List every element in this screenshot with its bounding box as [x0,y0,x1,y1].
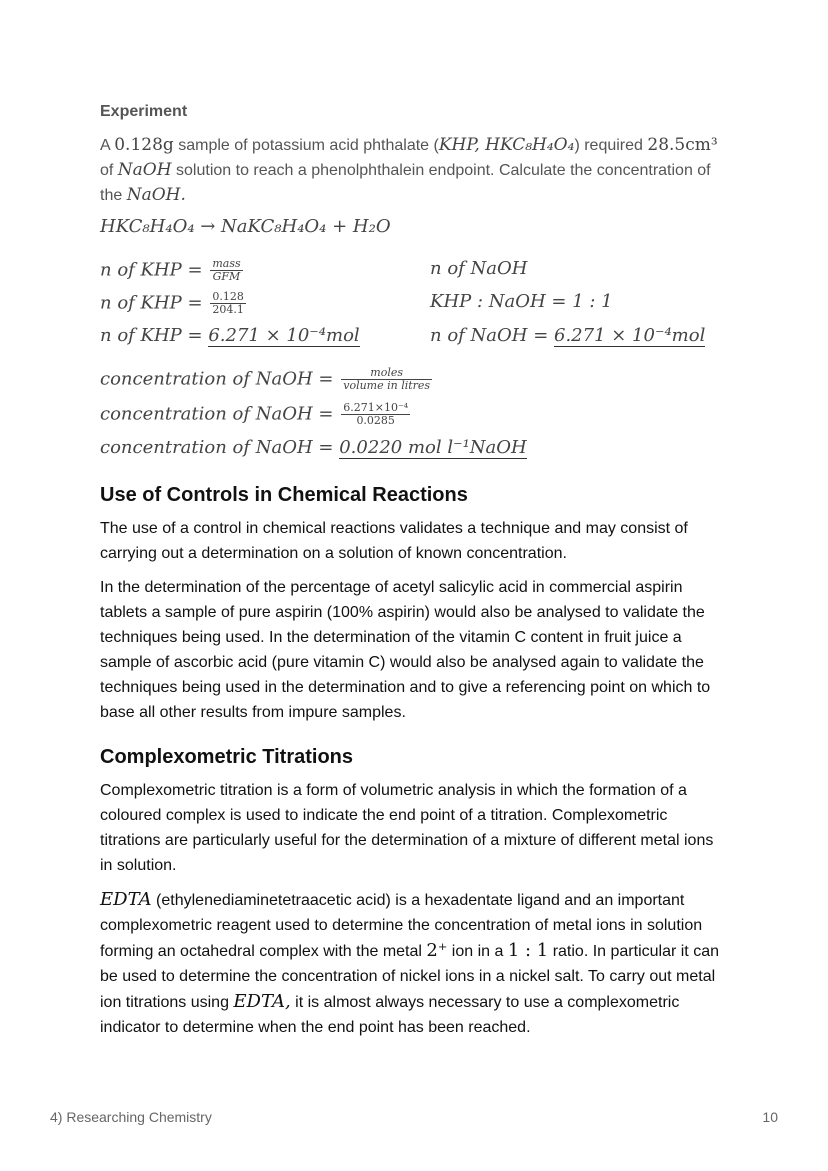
footer-chapter: 4) Researching Chemistry [50,1109,212,1125]
text-span: ion in a [447,943,508,960]
math-ratio: 1 : 1 [507,940,549,961]
text-span: solution to reach a phenolphthalein endpoint. Calculate the concentration of the [100,162,711,204]
fraction-numerator: mass [212,257,241,270]
math-lhs: n of KHP = [100,325,209,346]
math-mass: 0.128g [114,135,174,155]
fraction-denominator: volume in litres [343,379,431,392]
fraction-numerator: moles [341,367,432,380]
calc-khp-result [100,325,360,346]
fraction [210,258,242,283]
calc-naoh-label: n of NaOH [430,258,528,279]
text-span: of [100,162,118,179]
fraction-numerator: 0.128 [212,290,244,303]
experiment-heading: Experiment [100,103,188,120]
math-result: 6.271 × 10⁻⁴mol [554,325,706,346]
text-span: A [100,137,115,154]
calc-mole-ratio: KHP : NaOH = 1 : 1 [430,291,613,312]
fraction-denominator: 204.1 [212,303,244,316]
math-khp: KHP, HKC₈H₄O₄ [438,135,575,155]
controls-paragraph-2: In the determination of the percentage of acetyl salicylic acid in commercial aspirin tablets a sample of pure aspirin (100% aspirin) would also be analysed to validate the techniques being used. In the determination of the vitamin C content in fruit juice a sample of ascorbic acid (pure vitamin C) would also be analysed again to validate the techniques being used in the determination and to give a referencing point on which to base all other results from impure samples. [100,579,711,721]
math-naoh: NaOH [117,160,172,180]
experiment-text [100,133,720,208]
math-charge: 2⁺ [426,940,448,961]
math-lhs: n of KHP = [100,259,209,281]
calc-conc-values [100,402,412,427]
math-lhs: concentration of NaOH = [100,437,340,458]
calc-conc-result [100,437,527,458]
math-lhs: concentration of NaOH = [100,403,340,425]
fraction [341,402,410,427]
fraction [341,367,432,392]
math-lhs: n of KHP = [100,292,209,314]
text-span: ) required [574,137,648,154]
text-span: it is almost always necessary to use a complexometric indicator to determine when the end point has been reached. [100,994,680,1036]
fraction [210,291,246,316]
math-volume: 28.5cm³ [647,135,718,155]
text-span: ratio. In particular it can be used to determine the concentration of nickel ions in a nickel salt. To carry out metal ion titrations using [100,943,719,1011]
text-span: sample of potassium acid phthalate ( [173,137,439,154]
math-lhs: n of NaOH = [430,325,554,346]
calc-khp-formula [100,258,245,283]
math-edta: EDTA, [233,991,291,1012]
complexometric-heading: Complexometric Titrations [100,746,354,768]
math-result: 0.0220 mol l⁻¹NaOH [339,437,527,458]
math-lhs: concentration of NaOH = [100,368,340,390]
complexometric-paragraph-2 [100,887,730,1040]
math-naoh: NaOH. [126,185,186,205]
reaction-equation: HKC₈H₄O₄ → NaKC₈H₄O₄ + H₂O [100,216,391,237]
page-number: 10 [762,1109,778,1125]
text-span: (ethylenediaminetetraacetic acid) is a hexadentate ligand and an important complexometric reagent used to determine the concentration of metal ions in solution forming an octahedral complex with the metal [100,892,703,960]
calc-conc-formula [100,367,434,392]
controls-paragraph-1: The use of a control in chemical reactions validates a technique and may consist of carrying out a determination on a solution of known concentration. [100,520,688,562]
math-edta: EDTA [100,889,152,910]
fraction-denominator: 0.0285 [356,414,395,427]
controls-heading: Use of Controls in Chemical Reactions [100,484,468,506]
fraction-denominator: GFM [212,270,241,283]
fraction-numerator: 6.271×10⁻⁴ [343,401,409,414]
complexometric-paragraph-1: Complexometric titration is a form of volumetric analysis in which the formation of a coloured complex is used to indicate the end point of a titration. Complexometric titrations are particularly useful for the determination of a mixture of different metal ions in solution. [100,782,714,874]
math-result: 6.271 × 10⁻⁴mol [208,325,360,346]
calc-naoh-result [430,325,705,346]
calc-khp-values [100,291,248,316]
